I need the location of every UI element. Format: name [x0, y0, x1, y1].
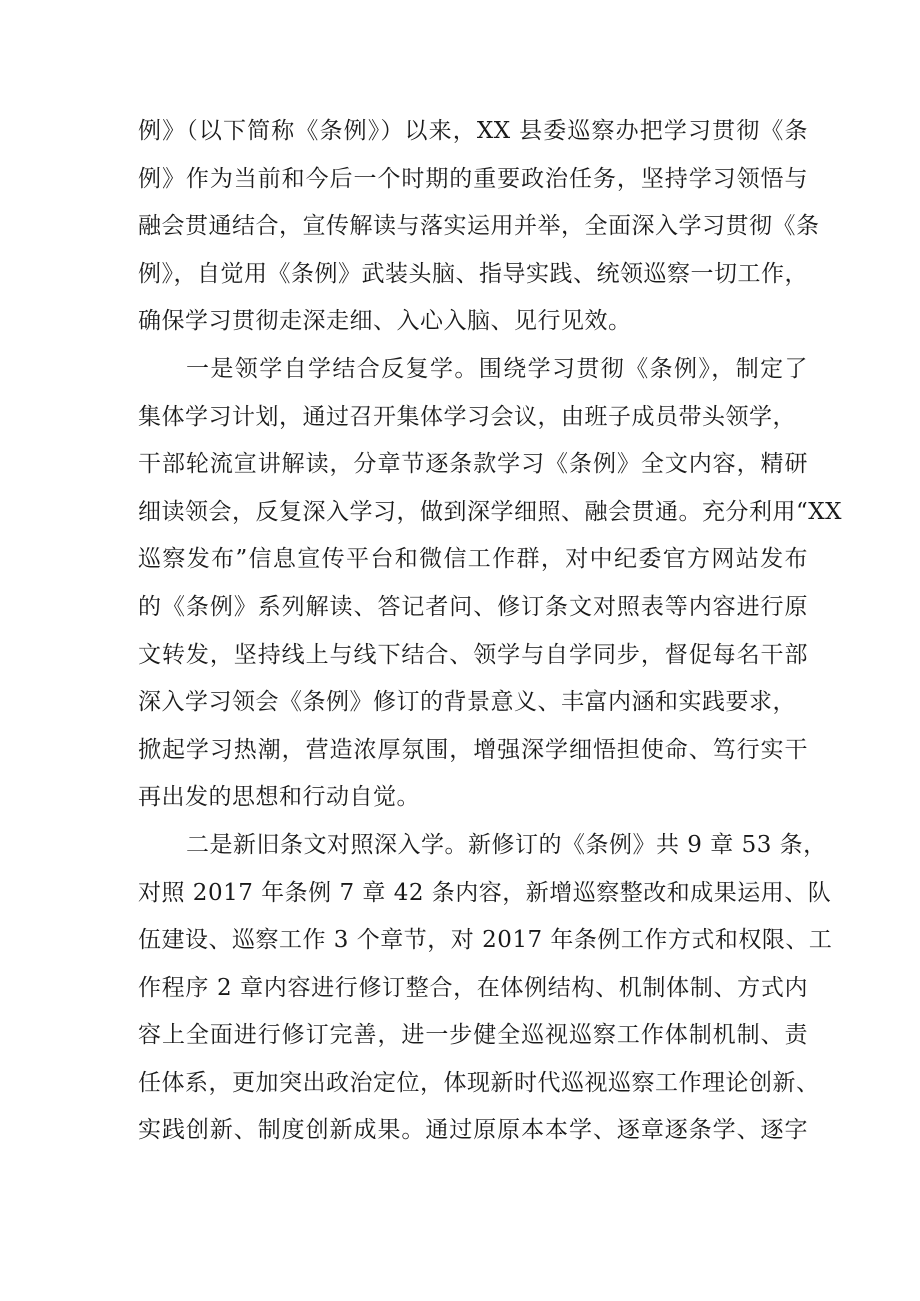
- text-line: 作程序 2 章内容进行修订整合，在体例结构、机制体制、方式内: [138, 974, 808, 1001]
- text-line: 融会贯通结合，宣传解读与落实运用并举，全面深入学习贯彻《条: [138, 213, 820, 240]
- paragraph-point-one: [138, 346, 843, 822]
- paragraph-intro: [138, 108, 820, 346]
- text-line: 伍建设、巡察工作 3 个章节，对 2017 年条例工作方式和权限、工: [138, 927, 833, 954]
- text-line: 集体学习计划，通过召开集体学习会议，由班子成员带头领学，: [138, 403, 796, 430]
- text-line: 对照 2017 年条例 7 章 42 条内容，新增巡察整改和成果运用、队: [138, 879, 832, 906]
- text-line: 确保学习贯彻走深走细、入心入脑、见行见效。: [138, 308, 632, 335]
- text-line: 任体系，更加突出政治定位，体现新时代巡视巡察工作理论创新、: [138, 1069, 820, 1096]
- text-line: 例》作为当前和今后一个时期的重要政治任务，坚持学习领悟与: [138, 165, 808, 192]
- text-line: 例》，自觉用《条例》武装头脑、指导实践、统领巡察一切工作，: [138, 260, 808, 287]
- text-line: 例》（以下简称《条例》）以来，XX 县委巡察办把学习贯彻《条: [138, 118, 808, 144]
- text-line: 细读领会，反复深入学习，做到深学细照、融会贯通。充分利用“XX: [138, 498, 843, 525]
- text-line: 文转发，坚持线上与线下结合、领学与自学同步，督促每名干部: [138, 641, 808, 668]
- text-line: 深入学习领会《条例》修订的背景意义、丰富内涵和实践要求，: [138, 689, 796, 716]
- text-line: 干部轮流宣讲解读，分章节逐条款学习《条例》全文内容，精研: [138, 451, 808, 478]
- text-line: 掀起学习热潮，营造浓厚氛围，增强深学细悟担使命、笃行实干: [138, 736, 808, 763]
- text-line: 容上全面进行修订完善，进一步健全巡视巡察工作体制机制、责: [138, 1022, 808, 1049]
- paragraph-point-two: [138, 822, 833, 1155]
- text-line: 的《条例》系列解读、答记者问、修订条文对照表等内容进行原: [138, 593, 808, 620]
- text-line: 二是新旧条文对照深入学。新修订的《条例》共 9 章 53 条，: [186, 831, 827, 858]
- text-line: 一是领学自学结合反复学。围绕学习贯彻《条例》，制定了: [186, 355, 808, 382]
- text-line: 再出发的思想和行动自觉。: [138, 784, 420, 811]
- text-line: 实践创新、制度创新成果。通过原原本本学、逐章逐条学、逐字: [138, 1117, 808, 1144]
- document-body: [138, 108, 843, 1155]
- text-line: 巡察发布”信息宣传平台和微信工作群，对中纪委官方网站发布: [138, 546, 808, 573]
